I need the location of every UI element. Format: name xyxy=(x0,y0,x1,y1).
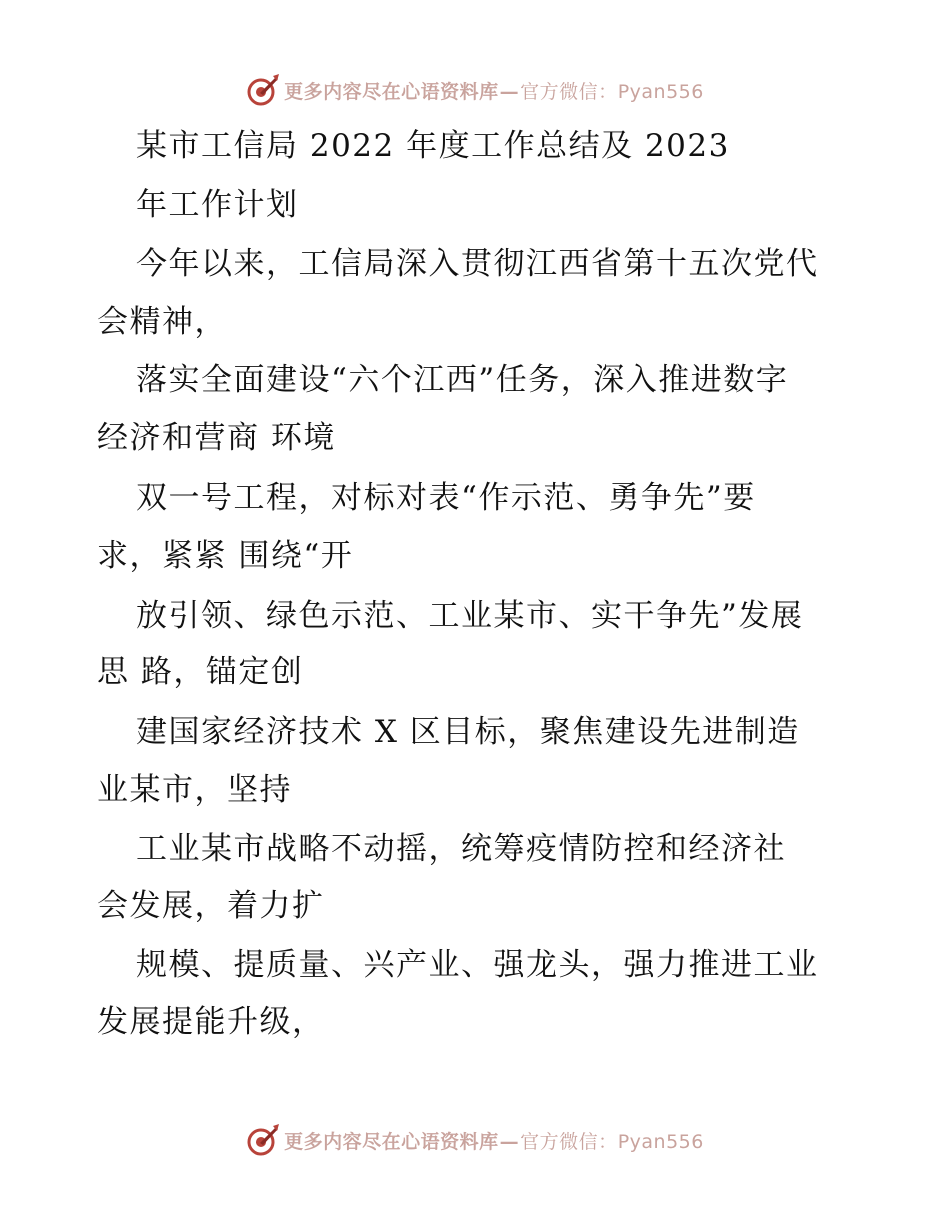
watermark-site: 更多内容尽在心语资料库 xyxy=(284,80,499,103)
watermark-dash: — xyxy=(499,1130,520,1153)
watermark-wechat-label: 官方微信： xyxy=(520,1130,618,1153)
paragraph-line: 建国家经济技术 X 区目标，聚焦建设先进制造 xyxy=(136,714,800,750)
watermark-text xyxy=(284,77,704,104)
paragraph-line: 思 路，锚定创 xyxy=(97,654,304,690)
paragraph-line: 求，紧紧 围绕“开 xyxy=(97,538,354,574)
doc-title-line-2: 年工作计划 xyxy=(136,187,299,223)
paragraph-line: 发展提能升级， xyxy=(97,1004,325,1040)
quill-seal-icon xyxy=(246,1123,280,1157)
paragraph-line: 业某市，坚持 xyxy=(97,772,292,808)
paragraph-line: 双一号工程，对标对表“作示范、勇争先”要 xyxy=(136,480,756,516)
footer-watermark xyxy=(0,1122,950,1158)
paragraph-line: 落实全面建设“六个江西”任务，深入推进数字 xyxy=(136,362,789,398)
paragraph-line: 经济和营商 环境 xyxy=(97,420,336,456)
paragraph-line: 会精神， xyxy=(97,304,227,340)
watermark-wechat-id: Pyan556 xyxy=(617,1130,704,1153)
watermark-wechat-label: 官方微信： xyxy=(520,80,618,103)
watermark-dash: — xyxy=(499,80,520,103)
doc-title-line-1: 某市工信局 2022 年度工作总结及 2023 xyxy=(136,128,730,164)
paragraph-line: 规模、提质量、兴产业、强龙头，强力推进工业 xyxy=(136,947,819,983)
paragraph-line: 今年以来，工信局深入贯彻江西省第十五次党代 xyxy=(136,246,819,282)
paragraph-line: 会发展，着力扩 xyxy=(97,888,325,924)
header-watermark xyxy=(0,72,950,108)
watermark-text xyxy=(284,1127,704,1154)
watermark-site: 更多内容尽在心语资料库 xyxy=(284,1130,499,1153)
paragraph-line: 放引领、绿色示范、工业某市、实干争先”发展 xyxy=(136,598,804,634)
paragraph-line: 工业某市战略不动摇，统筹疫情防控和经济社 xyxy=(136,831,786,867)
quill-seal-icon xyxy=(246,73,280,107)
watermark-wechat-id: Pyan556 xyxy=(617,80,704,103)
